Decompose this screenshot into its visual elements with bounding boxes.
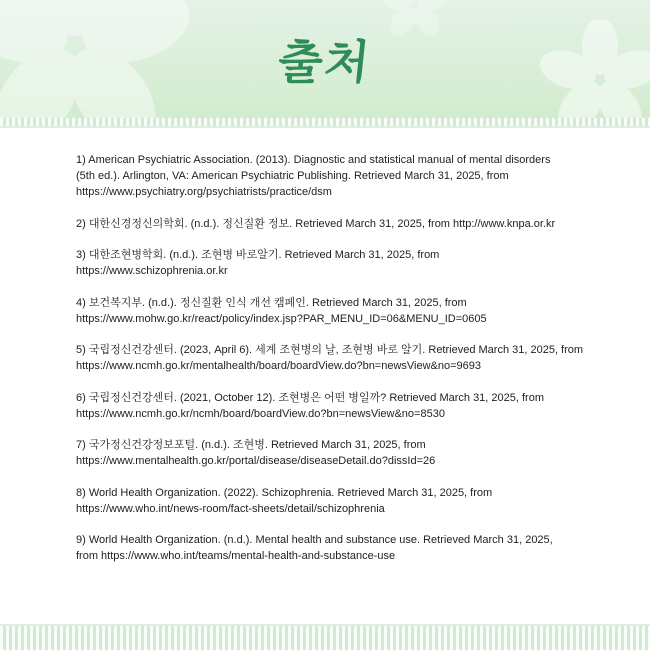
reference-item-5 bbox=[76, 342, 584, 374]
reference-line: 1) American Psychiatric Association. (2013). Diagnostic and statistical manual of mental disorders bbox=[76, 154, 551, 166]
reference-item-4 bbox=[76, 295, 576, 327]
reference-line: 3) 대한조현병학회. (n.d.). 조현병 바로알기. Retrieved March 31, 2025, from bbox=[76, 249, 440, 261]
references-panel bbox=[0, 128, 650, 624]
reference-item-6 bbox=[76, 390, 576, 422]
reference-item-2 bbox=[76, 216, 576, 232]
reference-line: from https://www.who.int/teams/mental-health-and-substance-use bbox=[76, 550, 396, 562]
reference-item-7 bbox=[76, 437, 576, 469]
page-title: 출처 bbox=[275, 35, 374, 89]
reference-line: 5) 국립정신건강센터. (2023, April 6). 세계 조현병의 날, 조현병 바로 알기. Retrieved March 31, 2025, from bbox=[76, 344, 584, 356]
reference-line: 9) World Health Organization. (n.d.). Mental health and substance use. Retrieved March 31, 2025, bbox=[76, 534, 553, 546]
reference-item-1 bbox=[76, 152, 576, 200]
reference-line: https://www.mentalhealth.go.kr/portal/disease/diseaseDetail.do?dissId=26 bbox=[76, 455, 436, 467]
reference-line: 8) World Health Organization. (2022). Schizophrenia. Retrieved March 31, 2025, from bbox=[76, 486, 493, 499]
reference-line: https://www.ncmh.go.kr/mentalhealth/board/boardView.do?bn=newsView&no=9693 bbox=[76, 360, 482, 372]
reference-line: 7) 국가정신건강정보포털. (n.d.). 조현병. Retrieved March 31, 2025, from bbox=[76, 439, 426, 451]
reference-line: 2) 대한신경정신의학회. (n.d.). 정신질환 정보. Retrieved March 31, 2025, from http://www.knpa.or.kr bbox=[76, 217, 556, 230]
reference-line: (5th ed.). Arlington, VA: American Psychiatric Publishing. Retrieved March 31, 2025, from bbox=[76, 170, 509, 182]
reference-line: https://www.mohw.go.kr/react/policy/index.jsp?PAR_MENU_ID=06&MENU_ID=0605 bbox=[76, 312, 487, 325]
bottom-stripe-divider bbox=[0, 626, 650, 650]
reference-line: 6) 국립정신건강센터. (2021, October 12). 조현병은 어떤 병일까? Retrieved March 31, 2025, from bbox=[76, 391, 544, 404]
reference-list bbox=[76, 152, 584, 580]
reference-item-8 bbox=[76, 485, 576, 517]
reference-line: https://www.psychiatry.org/psychiatrists/practice/dsm bbox=[76, 186, 332, 198]
top-stripe-divider bbox=[0, 118, 650, 126]
reference-line: https://www.schizophrenia.or.kr bbox=[76, 265, 228, 277]
reference-item-3 bbox=[76, 247, 576, 279]
header-banner bbox=[0, 0, 650, 118]
reference-item-9 bbox=[76, 532, 576, 564]
reference-line: https://www.who.int/news-room/fact-sheets/detail/schizophrenia bbox=[76, 502, 385, 515]
reference-line: 4) 보건복지부. (n.d.). 정신질환 인식 개선 캠페인. Retrieved March 31, 2025, from bbox=[76, 296, 467, 309]
reference-line: https://www.ncmh.go.kr/ncmh/board/boardView.do?bn=newsView&no=8530 bbox=[76, 407, 445, 420]
